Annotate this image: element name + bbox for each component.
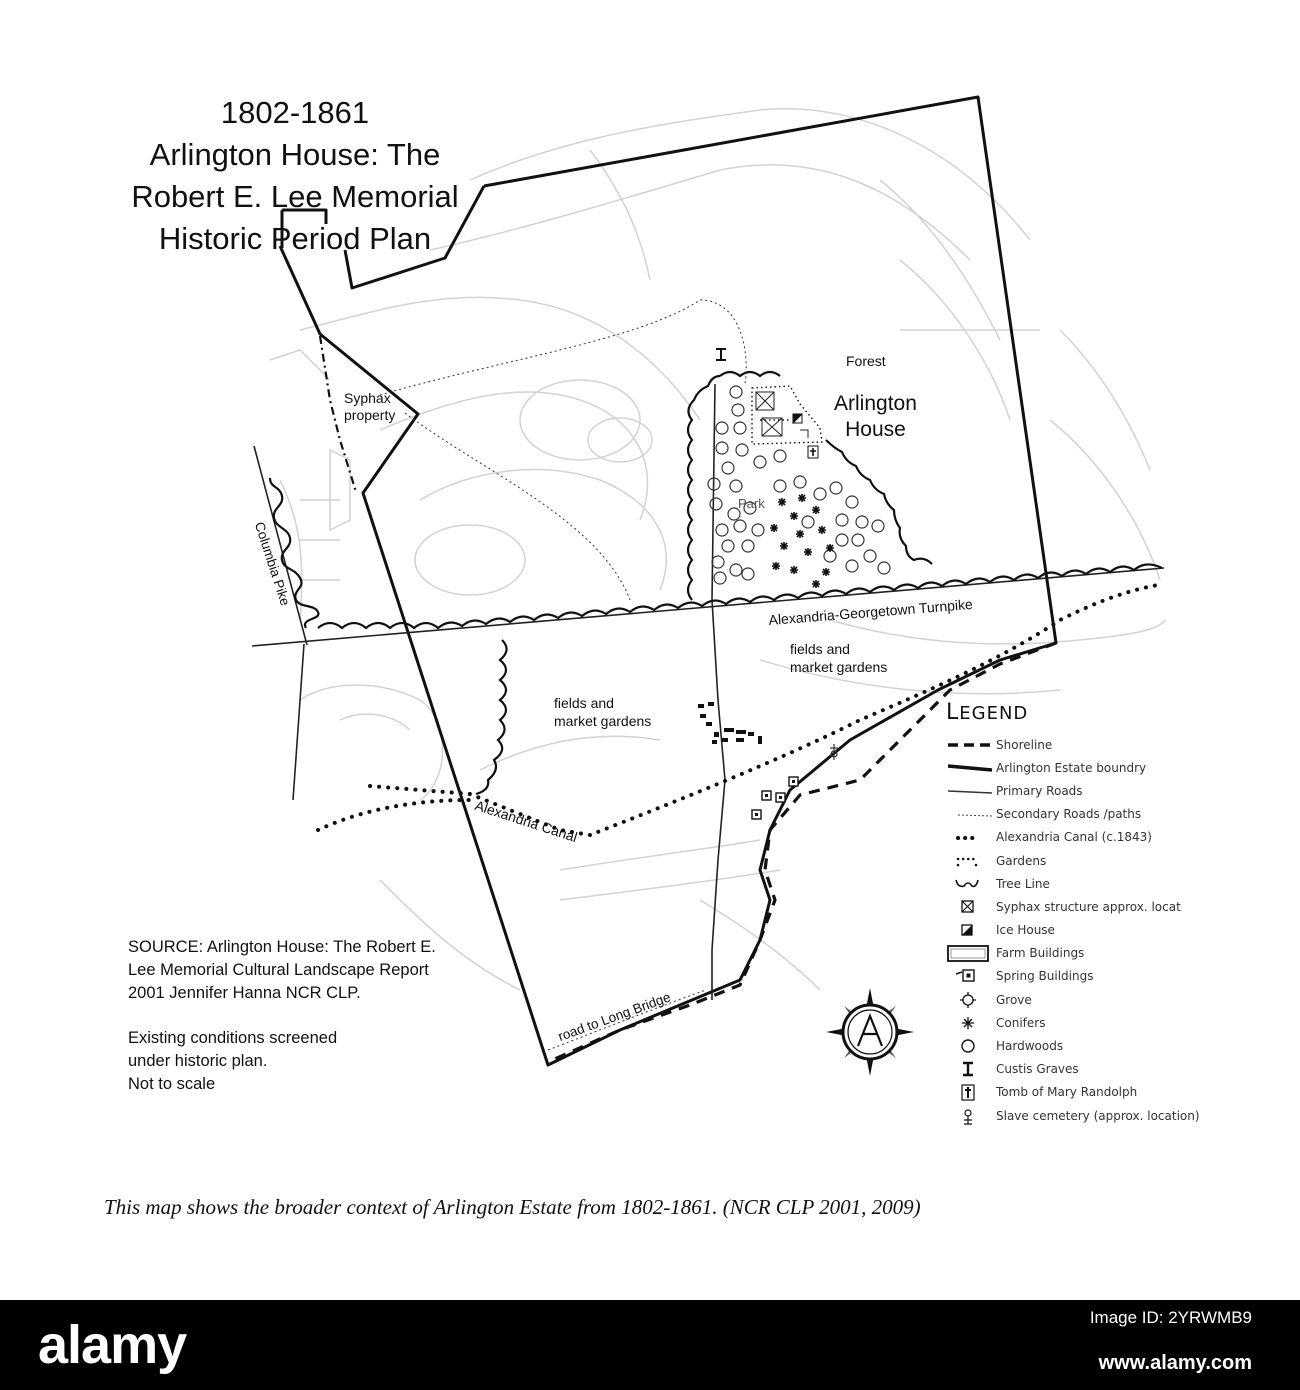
figure-caption: This map shows the broader context of Arlington Estate from 1802-1861. (NCR CLP 2001, 2009) [104,1195,921,1219]
brand-logo: alamy [38,1315,187,1375]
diamond-circle-icon [944,990,996,1010]
legend-item-label: Conifers [996,1015,1046,1030]
crossed-square-icon [944,897,996,917]
compass-rose [826,988,914,1076]
circle-icon [944,1036,996,1056]
spring-buildings [752,777,798,819]
legend-title: LEGEND [946,700,1029,725]
legend-item [944,1034,1214,1057]
legend-item-label: Hardwoods [996,1039,1064,1054]
legend-item-label: Farm Buildings [996,946,1085,961]
legend-item [944,803,1214,826]
park-conifers [770,494,834,588]
grave-marker-icon [944,1059,996,1079]
source-line-2: Lee Memorial Cultural Landscape Report [128,961,429,979]
legend-item [944,1011,1214,1034]
dashed-line-icon [944,735,996,755]
fields-east-label: fields and market gardens [790,641,888,675]
legend-item-label: Tomb of Mary Randolph [996,1085,1138,1100]
source-line-1: SOURCE: Arlington House: The Robert E. [128,938,436,956]
fine-dashed-line-icon [944,804,996,824]
legend-item [944,733,1214,756]
farm-buildings [698,702,762,744]
legend-list [944,733,1214,1127]
park-label: Park [738,496,765,511]
legend-item [944,1058,1214,1081]
tomb-icon [944,1082,996,1102]
legend-item [944,1081,1214,1104]
title-years: 1802-1861 [220,95,370,130]
legend-item-label: Syphax structure approx. locat [996,899,1181,914]
title-line-2: Arlington House: The [149,137,441,172]
legend-item [944,988,1214,1011]
legend-item-label: Alexandria Canal (c.1843) [996,830,1152,845]
source-line-4: Existing conditions screened [128,1029,338,1047]
columbia-pike-label: Columbia Pike [251,520,293,608]
legend-item [944,779,1214,802]
source-line-6: Not to scale [128,1075,216,1093]
scalloped-line-icon [944,874,996,894]
legend-item [944,942,1214,965]
legend-item-label: Arlington Estate boundry [996,760,1147,775]
source-line-5: under historic plan. [128,1052,268,1070]
legend-item [944,895,1214,918]
title-line-3: Robert E. Lee Memorial [131,179,459,214]
legend-item-label: Primary Roads [996,783,1083,798]
legend-item [944,826,1214,849]
fields-west-label: fields and market gardens [554,695,652,729]
legend-item-label: Grove [996,992,1032,1007]
dotted-line-icon [944,827,996,847]
image-id: Image ID: 2YRWMB9 [1089,1308,1252,1327]
legend-item-label: Gardens [996,853,1047,868]
thick-line-icon [944,758,996,778]
alexandria-canal-label: Alexandria Canal [473,797,580,846]
legend-item-label: Custis Graves [996,1062,1079,1077]
dotted-outline-icon [944,851,996,871]
source-line-3: 2001 Jennifer Hanna NCR CLP. [128,984,361,1002]
legend-item [944,1104,1214,1127]
long-bridge-road-label: road to Long Bridge [556,989,673,1045]
legend-item-label: Shoreline [996,737,1053,752]
syphax-property-label: Syphax property [344,390,396,423]
half-filled-square-icon [944,920,996,940]
forest-label: Forest [846,353,886,369]
rectangle-icon [944,943,996,963]
footer-bar [0,1300,1300,1390]
thin-line-icon [944,781,996,801]
legend-item [944,756,1214,779]
legend-item-label: Secondary Roads /paths [996,807,1142,822]
site-url: www.alamy.com [1098,1352,1252,1374]
arlington-house-label: Arlington House [834,392,917,441]
turnpike-label: Alexandria-Georgetown Turnpike [768,595,974,628]
asterisk-icon [944,1013,996,1033]
legend-item-label: Spring Buildings [996,969,1094,984]
source-note [128,936,436,1096]
legend-item [944,872,1214,895]
dotted-square-icon [944,966,996,986]
legend-item [944,849,1214,872]
legend-item-label: Ice House [996,923,1055,938]
legend-item-label: Slave cemetery (approx. location) [996,1108,1200,1123]
cemetery-marker-icon [944,1106,996,1126]
map-title [100,92,490,260]
legend-item [944,919,1214,942]
legend-item [944,965,1214,988]
legend-item-label: Tree Line [996,876,1050,891]
map-legend [944,700,1214,1127]
title-line-4: Historic Period Plan [158,221,432,256]
